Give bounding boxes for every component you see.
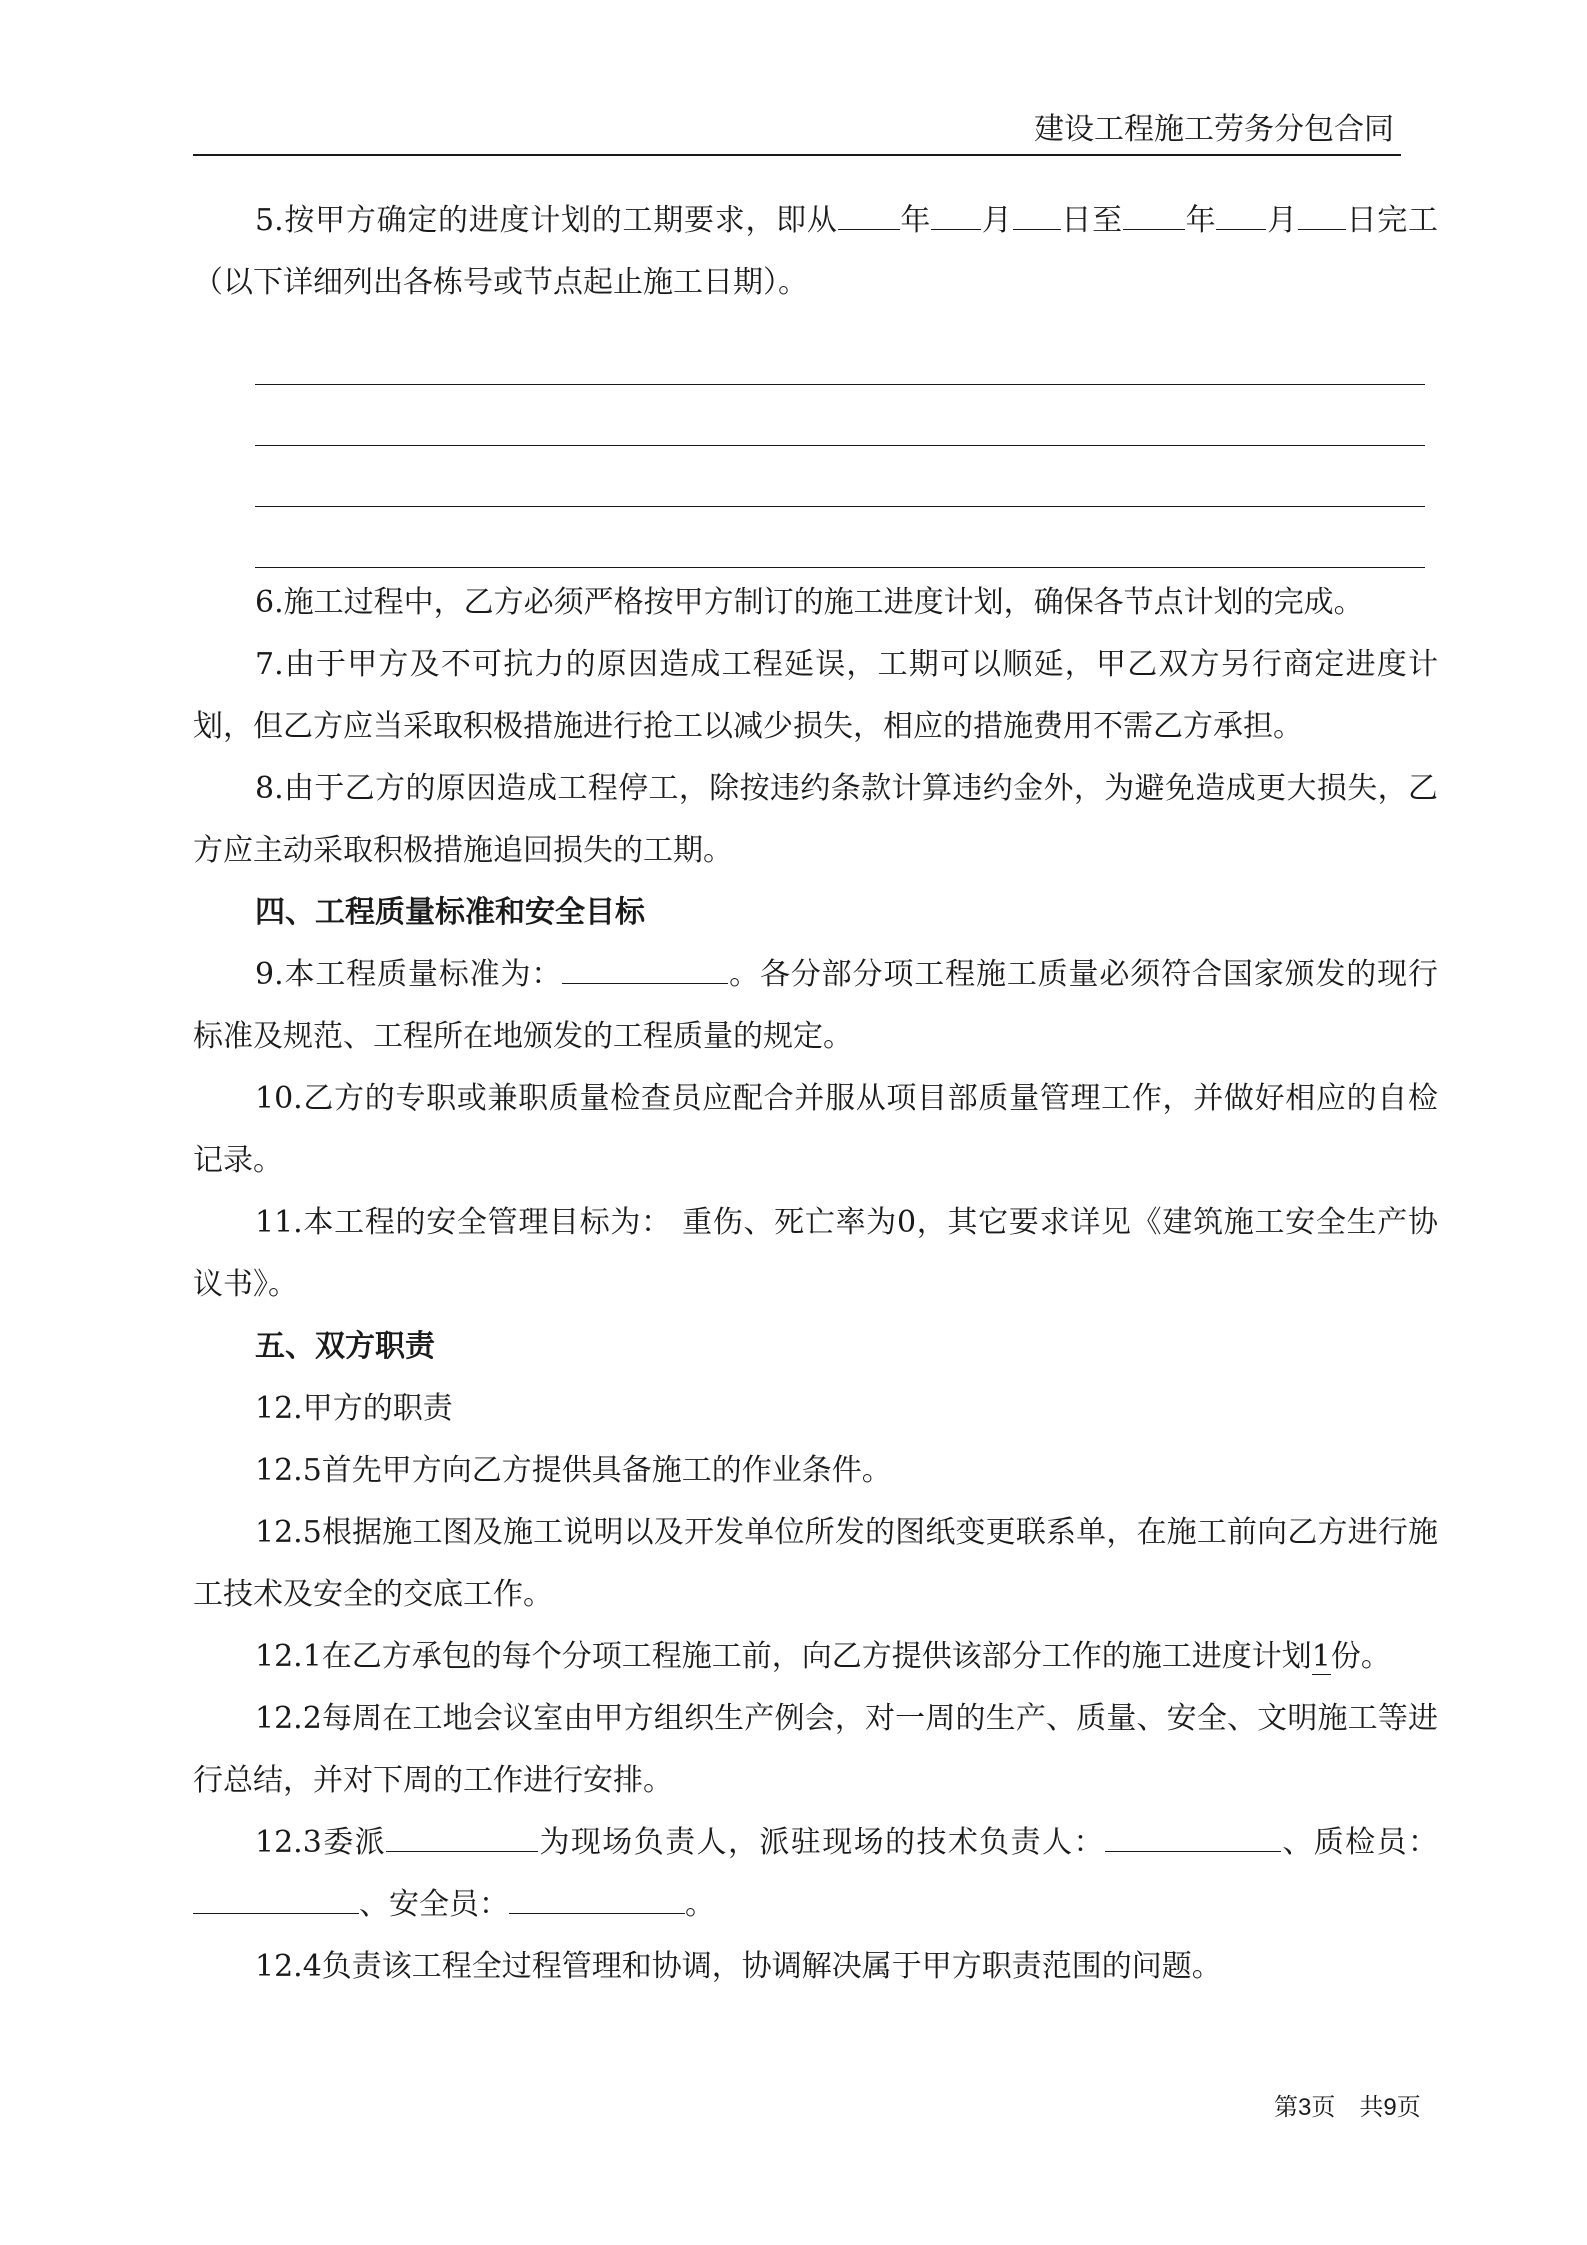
blank-site-manager[interactable] [386, 1821, 538, 1852]
blank-start-day[interactable] [1013, 199, 1061, 230]
clause-12-1: 12.1在乙方承包的每个分项工程施工前，向乙方提供该部分工作的施工进度计划1份。 [255, 1639, 1391, 1674]
clause-12-4: 12.4负责该工程全过程管理和协调，协调解决属于甲方职责范围的问题。 [255, 1949, 1222, 1984]
clause-12-2: 12.2每周在工地会议室由甲方组织生产例会，对一周的生产、质量、安全、文明施工等进行总结，并对下周的工作进行安排。 [193, 1701, 1438, 1798]
blank-safety-officer[interactable] [509, 1883, 685, 1914]
fill-line[interactable] [255, 324, 1425, 385]
clause-10: 10.乙方的专职或兼职质量检查员应配合并服从项目部质量管理工作，并做好相应的自检记录。 [193, 1081, 1438, 1178]
blank-start-year[interactable] [838, 199, 900, 230]
clause-12-5-first: 12.5首先甲方向乙方提供具备施工的作业条件。 [255, 1453, 892, 1488]
total-pages: 9 [1383, 2094, 1397, 2121]
blank-quality-inspector[interactable] [193, 1883, 359, 1914]
clause-7: 7.由于甲方及不可抗力的原因造成工程延误，工期可以顺延，甲乙双方另行商定进度计划，但乙方应当采取积极措施进行抢工以减少损失，相应的措施费用不需乙方承担。 [193, 647, 1438, 744]
clause-6: 6.施工过程中，乙方必须严格按甲方制订的施工进度计划，确保各节点计划的完成。 [255, 585, 1364, 620]
schedule-fill-lines [255, 314, 1438, 572]
document-body [193, 190, 1438, 1998]
header-divider [193, 154, 1401, 156]
fill-line[interactable] [255, 385, 1425, 446]
clause-8: 8.由于乙方的原因造成工程停工，除按违约条款计算违约金外，为避免造成更大损失，乙方应主动采取积极措施追回损失的工期。 [193, 771, 1438, 868]
page-number: 3 [1298, 2094, 1312, 2121]
blank-end-day[interactable] [1298, 199, 1346, 230]
blank-start-month[interactable] [931, 199, 981, 230]
section-4-heading: 四、工程质量标准和安全目标 [255, 895, 645, 930]
fill-line[interactable] [255, 446, 1425, 507]
blank-quality-standard[interactable] [562, 953, 728, 984]
clause-5: 5.按甲方确定的进度计划的工期要求，即从 年 月 日至 年 月 日完工（以下详细列出各栋号或节点起止施工日期）。 [193, 190, 1438, 314]
clause-9: 9.本工程质量标准为： 。各分部分项工程施工质量必须符合国家颁发的现行标准及规范、工程所在地颁发的工程质量的规定。 [193, 944, 1438, 1068]
section-5-heading: 五、双方职责 [255, 1329, 435, 1364]
clause-12-3: 12.3委派 为现场负责人，派驻现场的技术负责人： 、质检员：、安全员： 。 [193, 1812, 1438, 1936]
clause-12: 12.甲方的职责 [255, 1391, 453, 1426]
blank-end-year[interactable] [1123, 199, 1185, 230]
fill-line[interactable] [255, 507, 1425, 568]
blank-technical-lead[interactable] [1105, 1821, 1281, 1852]
header-title: 建设工程施工劳务分包合同 [1034, 112, 1394, 147]
blank-plan-copies[interactable]: 1 [1311, 1639, 1331, 1674]
blank-end-month[interactable] [1216, 199, 1266, 230]
clause-12-5-second: 12.5根据施工图及施工说明以及开发单位所发的图纸变更联系单，在施工前向乙方进行施工技术及安全的交底工作。 [193, 1515, 1438, 1612]
page-footer: 第3页 共9页 [1274, 2094, 1421, 2121]
clause-11: 11.本工程的安全管理目标为： 重伤、死亡率为0，其它要求详见《建筑施工安全生产协议书》。 [193, 1205, 1438, 1302]
